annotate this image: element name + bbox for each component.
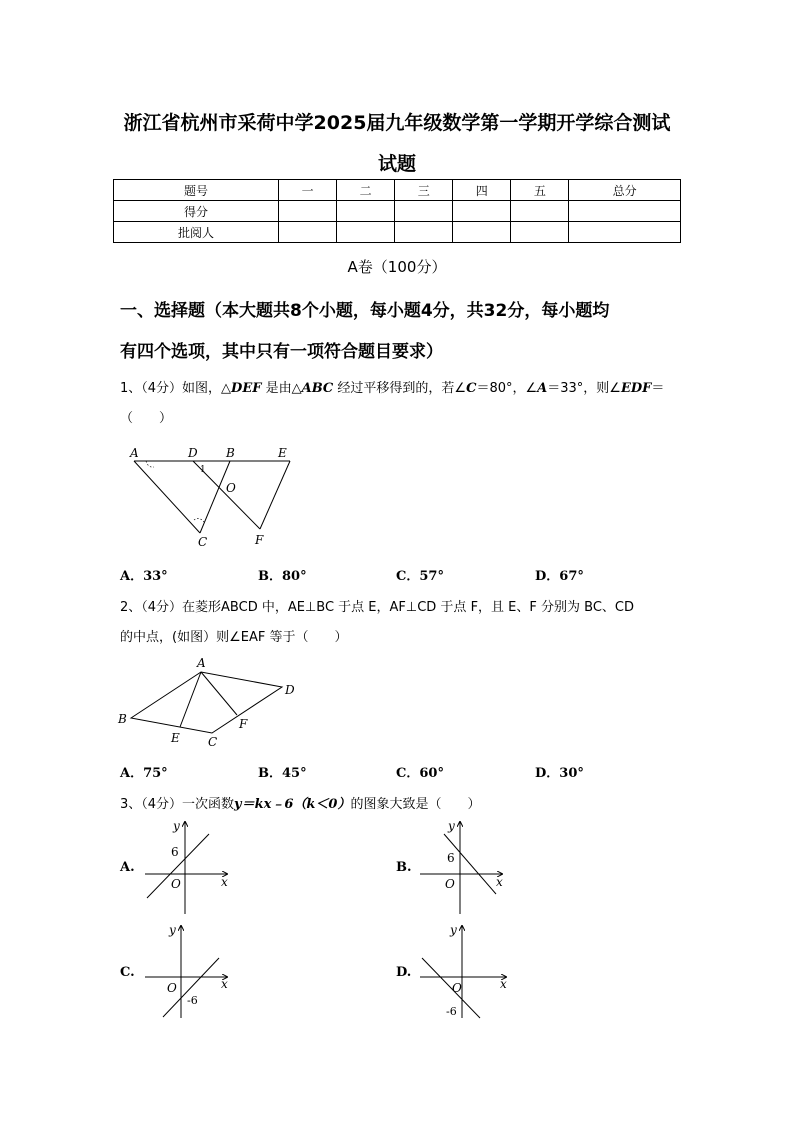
line-ac: [134, 461, 200, 533]
q1-text: 1、（4分）如图，: [120, 381, 222, 396]
score-header-cell: 三: [395, 180, 453, 201]
q3-option-b-label[interactable]: B.: [396, 860, 412, 875]
q1-option-d[interactable]: D．67°: [535, 569, 584, 584]
q3-text: 的图象大致是（ ）: [350, 797, 481, 812]
point-label-f: F: [255, 533, 264, 547]
score-header-cell: 一: [279, 180, 337, 201]
score-header-cell: 四: [453, 180, 511, 201]
score-header-cell: 五: [511, 180, 569, 201]
y-intercept-label: -6: [446, 1005, 457, 1018]
score-cell[interactable]: [453, 222, 511, 243]
angle-c-mark: [194, 518, 204, 522]
page-title-continued: 试题: [377, 153, 416, 175]
x-axis-label: x: [221, 875, 228, 889]
y-intercept-label: -6: [187, 994, 198, 1007]
q1-text: ＝80°，∠: [476, 381, 538, 396]
point-label-d: D: [188, 446, 198, 460]
score-cell[interactable]: [395, 201, 453, 222]
q2-rhombus-figure: [115, 655, 315, 750]
q1-math: C: [466, 381, 477, 396]
point-label-a: A: [130, 446, 139, 460]
q1-math: △ABC: [291, 381, 334, 396]
score-cell[interactable]: [569, 222, 681, 243]
origin-label: O: [167, 981, 177, 995]
q3-option-d-graph[interactable]: [418, 922, 513, 1020]
origin-label: O: [452, 981, 462, 995]
point-label-e: E: [171, 731, 180, 745]
score-cell[interactable]: [511, 222, 569, 243]
line-ae: [180, 672, 201, 727]
q1-text: ＝33°，则∠: [547, 381, 621, 396]
question-1-text: [120, 377, 664, 396]
y-intercept-label: 6: [447, 851, 455, 865]
q3-option-a-graph[interactable]: [143, 818, 233, 916]
x-axis-label: x: [500, 977, 507, 991]
y-axis-label: y: [173, 819, 180, 833]
y-intercept-label: 6: [171, 845, 179, 859]
point-label-o: O: [226, 481, 236, 495]
q1-text: 经过平移得到的，若∠: [333, 381, 467, 396]
point-label-c: C: [198, 535, 208, 549]
q3-option-c-graph[interactable]: [143, 922, 233, 1020]
score-cell[interactable]: [279, 222, 337, 243]
q1-option-b[interactable]: B．80°: [258, 569, 307, 584]
y-axis-label: y: [169, 923, 176, 937]
point-label-c: C: [208, 735, 218, 749]
point-label-e: E: [278, 446, 287, 460]
q3-option-b-graph[interactable]: [418, 818, 508, 916]
point-label-d: D: [285, 683, 295, 697]
score-cell[interactable]: [569, 201, 681, 222]
q2-option-c[interactable]: C．60°: [396, 766, 444, 781]
question-2-text: 2、（4分）在菱形ABCD 中，AE⊥BC 于点 E，AF⊥CD 于点 F，且 E、F 分别为 BC、CD: [120, 600, 634, 615]
origin-label: O: [445, 877, 455, 891]
score-row-label: 得分: [114, 201, 279, 222]
score-cell[interactable]: [337, 201, 395, 222]
score-header-cell: 题号: [114, 180, 279, 201]
score-table-header-row: [114, 180, 681, 201]
q3-option-a-label[interactable]: A.: [120, 860, 135, 875]
y-axis-label: y: [450, 923, 457, 937]
score-cell[interactable]: [337, 222, 395, 243]
rhombus-abcd: [131, 672, 282, 733]
score-cell[interactable]: [511, 201, 569, 222]
angle-1-label: 1: [200, 465, 206, 475]
q2-option-d[interactable]: D．30°: [535, 766, 584, 781]
score-cell[interactable]: [395, 222, 453, 243]
point-label-b: B: [226, 446, 235, 460]
score-table: [113, 179, 681, 243]
question-1-blank: （ ）: [120, 411, 173, 426]
q3-option-c-label[interactable]: C.: [120, 965, 135, 980]
score-header-cell: 总分: [569, 180, 681, 201]
q3-text: 3、（4分）一次函数: [120, 797, 235, 812]
point-label-f: F: [239, 717, 248, 731]
q3-option-d-label[interactable]: D.: [396, 965, 412, 980]
q1-math: A: [537, 381, 548, 396]
q1-math: EDF: [620, 381, 652, 396]
score-row-label: 批阅人: [114, 222, 279, 243]
q1-option-c[interactable]: C．57°: [396, 569, 444, 584]
y-axis-label: y: [448, 819, 455, 833]
point-label-a: A: [197, 656, 206, 670]
question-2-text-continued: 的中点，(如图）则∠EAF 等于（ ）: [120, 630, 348, 645]
line-af: [201, 672, 237, 715]
score-table-row: [114, 201, 681, 222]
q1-option-a[interactable]: A．33°: [120, 569, 168, 584]
question-3-text: [120, 793, 480, 812]
x-axis-label: x: [221, 977, 228, 991]
section-heading: 一、选择题（本大题共8个小题，每小题4分，共32分，每小题均: [120, 301, 610, 321]
score-header-cell: 二: [337, 180, 395, 201]
page-title: 浙江省杭州市采荷中学2025届九年级数学第一学期开学综合测试: [123, 112, 671, 134]
q1-text: ＝: [651, 381, 665, 396]
point-label-b: B: [118, 712, 127, 726]
q2-option-b[interactable]: B．45°: [258, 766, 307, 781]
line-ef: [260, 461, 290, 529]
x-axis-label: x: [496, 875, 503, 889]
section-heading-continued: 有四个选项，其中只有一项符合题目要求）: [120, 342, 443, 362]
score-cell[interactable]: [453, 201, 511, 222]
q1-math: △DEF: [221, 381, 262, 396]
volume-label: A卷（100分）: [347, 258, 447, 276]
score-table-row: [114, 222, 681, 243]
angle-a-mark: [146, 461, 154, 467]
q3-formula: y＝kx﹣6（k＜0）: [234, 797, 351, 812]
q2-option-a[interactable]: A．75°: [120, 766, 168, 781]
origin-label: O: [171, 877, 181, 891]
score-cell[interactable]: [279, 201, 337, 222]
q1-translation-figure: [120, 440, 310, 550]
q1-text: 是由: [261, 381, 292, 396]
